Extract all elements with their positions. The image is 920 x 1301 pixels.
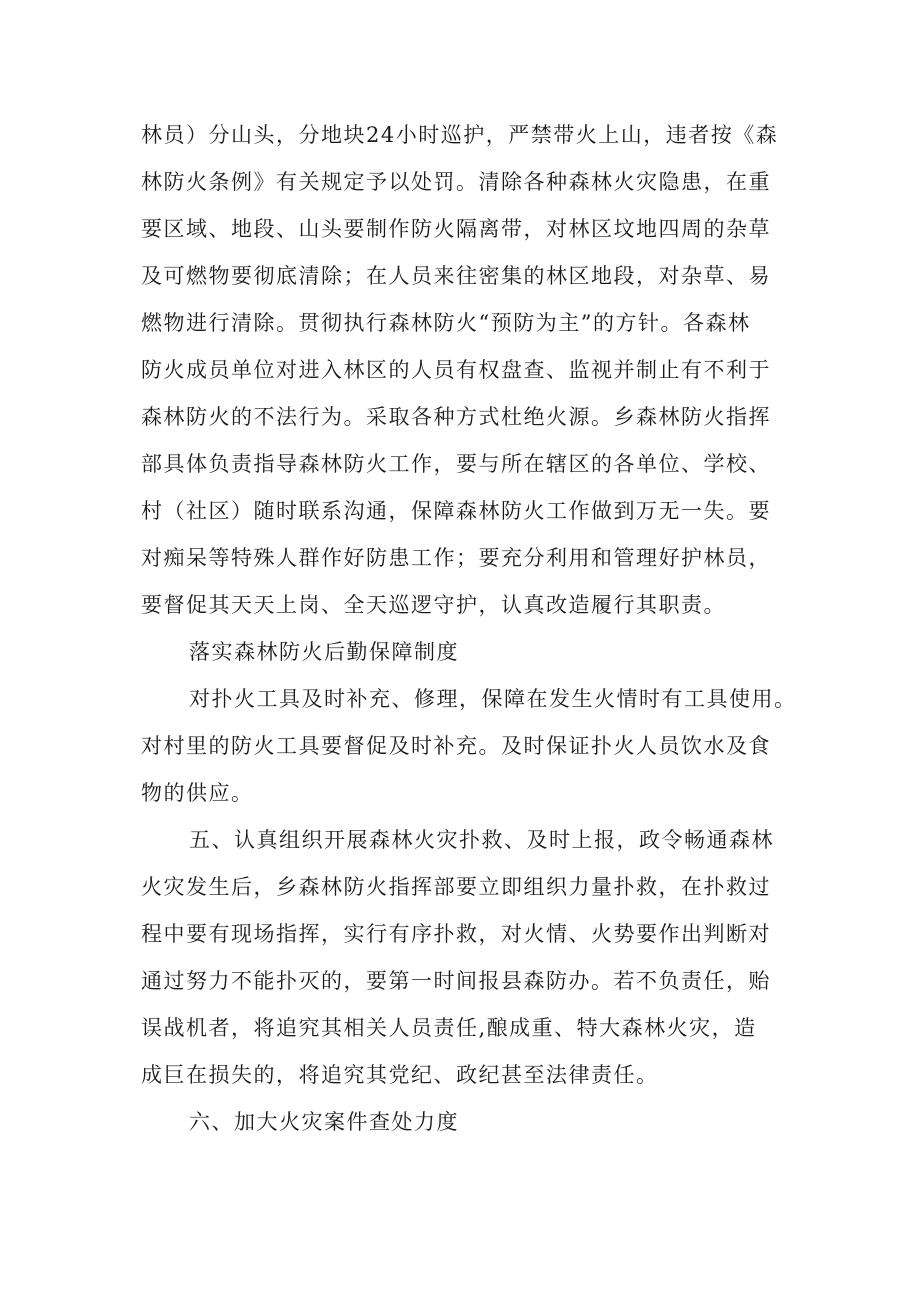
text-line: 村（社区）随时联系沟通，保障森林防火工作做到万无一失。要 — [141, 499, 771, 523]
section-heading: 落实森林防火后勤保障制度 — [189, 640, 459, 664]
paragraph-start: 对扑火工具及时补充、修理，保障在发生火情时有工具使用。 — [189, 687, 797, 711]
text-line: 对痴呆等特殊人群作好防患工作；要充分利用和管理好护林员， — [141, 546, 771, 570]
text-line: 林员）分山头，分地块24小时巡护，严禁带火上山，违者按《森 — [141, 123, 779, 147]
text-line: 程中要有现场指挥，实行有序扑救，对火情、火势要作出判断对 — [141, 922, 771, 946]
text-line: 对村里的防火工具要督促及时补充。及时保证扑火人员饮水及食 — [141, 734, 771, 758]
text-line: 部具体负责指导森林防火工作，要与所在辖区的各单位、学校、 — [141, 452, 771, 476]
text-line: 成巨在损失的，将追究其党纪、政纪甚至法律责任。 — [141, 1063, 659, 1087]
text-line: 要督促其天天上岗、全天巡逻守护，认真改造履行其职责。 — [141, 593, 726, 617]
section-heading: 六、加大火灾案件查处力度 — [189, 1110, 459, 1134]
section-heading: 五、认真组织开展森林火灾扑救、及时上报，政令畅通森林 — [189, 828, 774, 852]
text-line: 误战机者，将追究其相关人员责任,酿成重、特大森林火灾，造 — [141, 1016, 757, 1040]
text-line: 物的供应。 — [141, 781, 254, 805]
text-line: 燃物进行清除。贯彻执行森林防火“预防为主”的方针。各森林 — [141, 311, 751, 335]
text-line: 森林防火的不法行为。采取各种方式杜绝火源。乡森林防火指挥 — [141, 405, 771, 429]
text-line: 通过努力不能扑灭的，要第一时间报县森防办。若不负责任，贻 — [141, 969, 771, 993]
text-line: 林防火条例》有关规定予以处罚。清除各种森林火灾隐患，在重 — [141, 170, 771, 194]
text-line: 要区域、地段、山头要制作防火隔离带，对林区坟地四周的杂草 — [141, 217, 771, 241]
text-line: 及可燃物要彻底清除；在人员来往密集的林区地段，对杂草、易 — [141, 264, 771, 288]
text-line: 火灾发生后，乡森林防火指挥部要立即组织力量扑救，在扑救过 — [141, 875, 771, 899]
text-line: 防火成员单位对进入林区的人员有权盘查、监视并制止有不利于 — [141, 358, 771, 382]
document-body — [141, 112, 801, 1146]
